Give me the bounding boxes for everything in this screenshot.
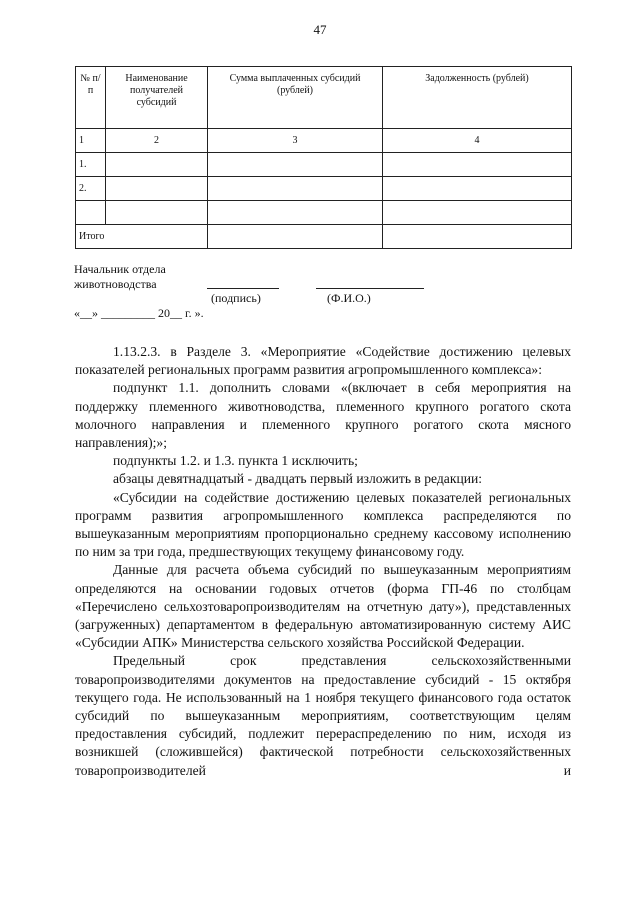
column-number-4: 4 bbox=[383, 129, 572, 153]
paragraph: Предельный срок представления сельскохозяйственными товаропроизводителями документов на предоставление субсидий - 15 октября текущего года. Не использованный на 1 ноября текущего финансового года остаток субсидий по вышеуказанным мероприятиям, соответствующим целям предоставления субсидий, подлежит перераспределению по ним, исходя из возникшей (сложившейся) фактической потребности сельскохозяйственных товаропроизводителей и bbox=[75, 653, 571, 778]
subsidy-report-table bbox=[75, 66, 572, 249]
table-row bbox=[76, 201, 572, 225]
table-cell bbox=[208, 201, 383, 225]
column-number-3: 3 bbox=[208, 129, 383, 153]
paragraph: 1.13.2.3. в Разделе 3. «Мероприятие «Содействие достижению целевых показателей региональных программ развития агропромышленного комплекса»: bbox=[75, 344, 571, 378]
table-cell bbox=[383, 225, 572, 249]
position-line-2: животноводства bbox=[74, 277, 157, 291]
table-cell bbox=[106, 153, 208, 177]
table-header-row bbox=[76, 67, 572, 129]
signature-line bbox=[207, 288, 279, 289]
page-number: 47 bbox=[313, 22, 327, 37]
table-total-row bbox=[76, 225, 572, 249]
table-row bbox=[76, 153, 572, 177]
header-subsidy-sum: Сумма выплаченных субсидий (рублей) bbox=[208, 67, 383, 129]
paragraph: Данные для расчета объема субсидий по вышеуказанным мероприятиям определяются на основании годовых отчетов (форма ГП-46 по столбцам «Перечислено сельхозтоваропроизводителям на отчетную дату»), представленных (загруженных) департаментом в федеральную автоматизированную систему АИС «Субсидии АПК» Министерства сельского хозяйства Российской Федерации. bbox=[75, 562, 571, 651]
column-number-1: 1 bbox=[76, 129, 106, 153]
name-line bbox=[316, 288, 424, 289]
table-numbering-row bbox=[76, 129, 572, 153]
table-cell bbox=[208, 153, 383, 177]
paragraph: абзацы девятнадцатый - двадцать первый изложить в редакции: bbox=[113, 471, 483, 487]
row-index: 1. bbox=[76, 153, 106, 177]
header-number: № п/п bbox=[76, 67, 106, 129]
position-line-1: Начальник отдела bbox=[74, 262, 166, 276]
row-index: 2. bbox=[76, 177, 106, 201]
date-line: «__» _________ 20__ г. ». bbox=[74, 306, 204, 320]
paragraph: «Субсидии на содействие достижению целевых показателей региональных программ развития агропромышленного комплекса распределяются по вышеуказанным мероприятиям пропорционально среднему кассовому исполнению по ним за три года, предшествующих текущему финансовому году. bbox=[75, 489, 571, 560]
table-cell bbox=[106, 201, 208, 225]
name-caption: (Ф.И.О.) bbox=[327, 291, 371, 305]
table-cell bbox=[383, 177, 572, 201]
header-recipients: Наименование получателей субсидий bbox=[106, 67, 208, 129]
table-row bbox=[76, 177, 572, 201]
paragraph: подпункт 1.1. дополнить словами «(включает в себя мероприятия на поддержку племенного животноводства, племенного крупного рогатого скота молочного направления и племенного крупного рогатого скота мясного направления);»; bbox=[75, 380, 571, 451]
column-number-2: 2 bbox=[106, 129, 208, 153]
total-label: Итого bbox=[76, 225, 208, 249]
table-cell bbox=[383, 153, 572, 177]
table-cell bbox=[208, 177, 383, 201]
signature-caption: (подпись) bbox=[211, 291, 261, 305]
document-body bbox=[75, 343, 571, 780]
header-debt: Задолженность (рублей) bbox=[383, 67, 572, 129]
table-cell bbox=[106, 177, 208, 201]
table-cell bbox=[208, 225, 383, 249]
row-index bbox=[76, 201, 106, 225]
paragraph: подпункты 1.2. и 1.3. пункта 1 исключить; bbox=[113, 453, 358, 469]
table-cell bbox=[383, 201, 572, 225]
